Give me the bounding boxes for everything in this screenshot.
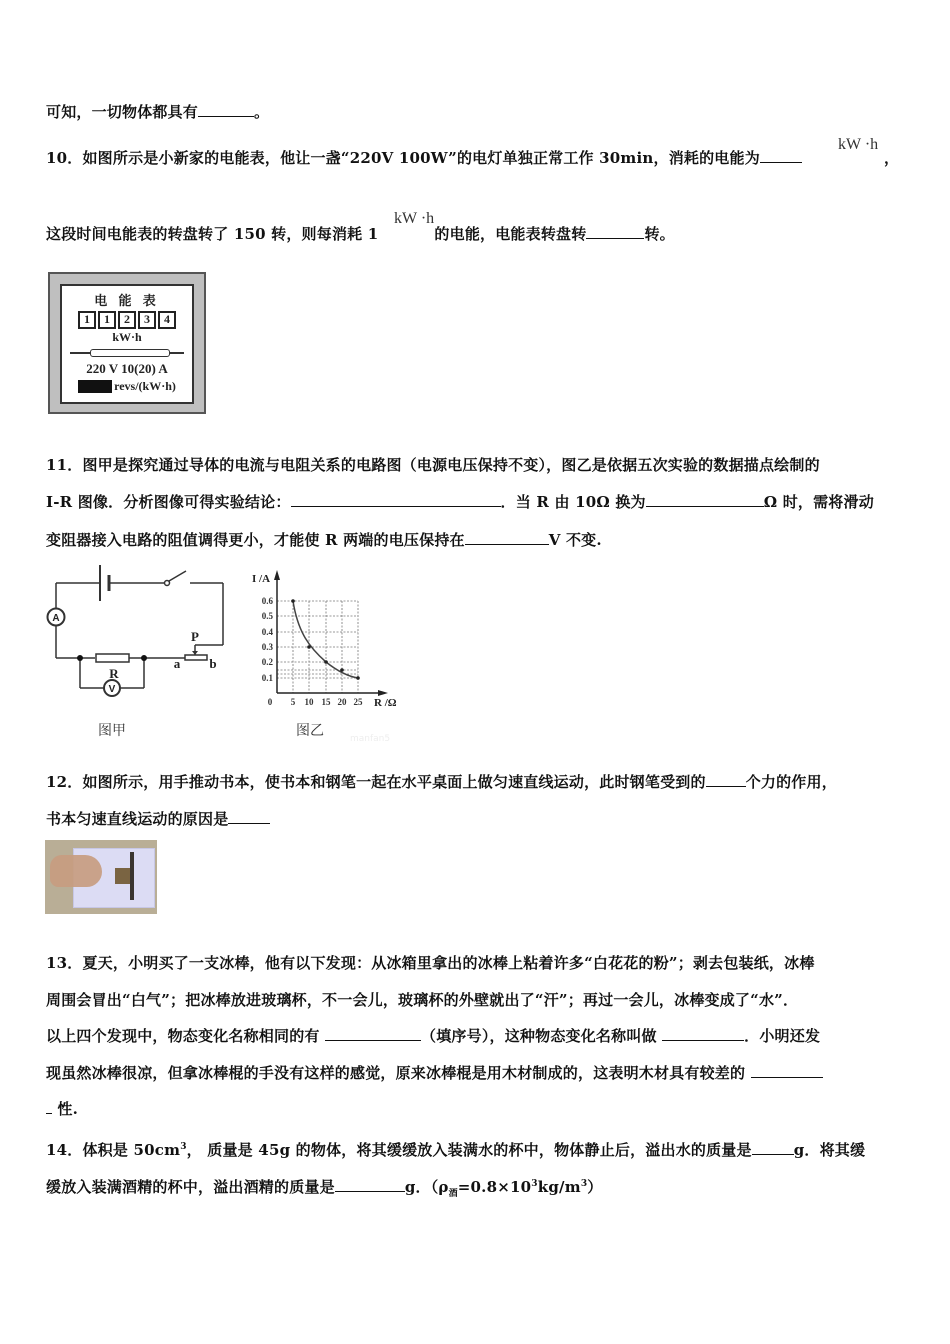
q14-text: 缓放入装满酒精的杯中，溢出酒精的质量是 xyxy=(46,1178,335,1196)
meter-digit: 3 xyxy=(138,311,156,329)
book-pen-photo xyxy=(45,840,157,914)
svg-text:0.1: 0.1 xyxy=(261,673,273,683)
meter-disc-icon xyxy=(70,347,184,359)
meter-digit: 2 xyxy=(118,311,136,329)
q11-text: I-R 图像．分析图像可得实验结论： xyxy=(46,493,291,511)
answer-blank[interactable] xyxy=(198,102,254,117)
q12-text: 个力的作用， xyxy=(745,773,837,791)
q12-line1 xyxy=(46,772,837,792)
q12-text: 12．如图所示，用手推动书本，使书本和钢笔一起在水平桌面上做匀速直线运动，此时钢笔受到的 xyxy=(46,773,706,791)
resistor-label: R xyxy=(109,666,119,681)
svg-text:5: 5 xyxy=(290,697,296,707)
q13-text: 以上四个发现中，物态变化名称相同的有 xyxy=(46,1027,326,1045)
q14-text: ， 质量是 45g 的物体，将其缓缓放入装满水的杯中，物体静止后，溢出水的质量是 xyxy=(186,1141,752,1159)
q14-text: ） xyxy=(587,1178,603,1196)
unit-kwh: kW ·h xyxy=(838,136,879,153)
q11-line1: 11．图甲是探究通过导体的电流与电阻关系的电路图（电源电压保持不变），图乙是依据五次实验的数据描点绘制的 xyxy=(46,456,820,474)
answer-blank[interactable] xyxy=(706,772,746,787)
q10-line1-end: ， xyxy=(884,149,900,167)
answer-blank[interactable] xyxy=(228,809,270,824)
q10-end: 转。 xyxy=(644,225,675,243)
answer-blank[interactable] xyxy=(760,148,802,163)
meter-spec: 220 V 10(20) A xyxy=(86,361,168,376)
q14-line1 xyxy=(46,1137,865,1160)
electric-meter-figure xyxy=(48,272,206,414)
svg-text:15: 15 xyxy=(321,697,331,707)
q12-text: 书本匀速直线运动的原因是 xyxy=(46,810,229,828)
q10-text: 这段时间电能表的转盘转了 150 转，则每消耗 1 xyxy=(46,225,379,243)
answer-blank[interactable] xyxy=(465,530,549,545)
meter-digit: 1 xyxy=(78,311,96,329)
superscript: 3 xyxy=(180,1142,187,1152)
answer-blank[interactable] xyxy=(335,1177,405,1192)
q13-text: ．小明还发 xyxy=(744,1027,821,1045)
q14-text: =0.8×10 xyxy=(457,1178,532,1196)
end-b-label: b xyxy=(209,656,217,671)
unit-kwh: kW ·h xyxy=(394,210,435,227)
q13-line1: 13．夏天，小明买了一支冰棒，他有以下发现：从冰箱里拿出的冰棒上粘着许多“白花花的粉”；剥去包装纸，冰棒 xyxy=(46,954,815,972)
q13-line5 xyxy=(46,1099,78,1119)
svg-text:0.5: 0.5 xyxy=(261,611,273,621)
pen-icon xyxy=(130,852,134,900)
watermark: manfan5 xyxy=(350,734,391,744)
superscript: 3 xyxy=(531,1179,538,1189)
svg-text:20: 20 xyxy=(337,697,347,707)
q11-text: 变阻器接入电路的阻值调得更小，才能使 R 两端的电压保持在 xyxy=(46,531,465,549)
svg-text:0: 0 xyxy=(267,697,273,707)
superscript: 3 xyxy=(580,1179,588,1189)
meter-digit: 1 xyxy=(98,311,116,329)
slider-label: P xyxy=(191,629,199,644)
x-axis-label: R /Ω xyxy=(374,697,397,709)
q9-tail xyxy=(46,102,269,122)
q13-line2: 周围会冒出“白气”；把冰棒放进玻璃杯，不一会儿，玻璃杯的外壁就出了“汗”；再过一会儿，冰棒变成了“水”． xyxy=(46,991,799,1009)
i-r-curve xyxy=(293,601,358,678)
q14-text: g．（ρ xyxy=(404,1178,449,1196)
meter-digit: 4 xyxy=(158,311,176,329)
hand-icon xyxy=(50,855,102,887)
answer-blank[interactable] xyxy=(751,1063,823,1078)
q14-line2 xyxy=(46,1174,602,1204)
q11-text: ．当 R 由 10Ω 换为 xyxy=(500,493,646,511)
svg-text:0.4: 0.4 xyxy=(261,627,273,637)
answer-blank[interactable] xyxy=(325,1026,421,1041)
voltmeter-icon: V xyxy=(108,684,116,695)
ammeter-icon: A xyxy=(52,613,60,624)
q13-text: 现虽然冰棒很凉，但拿冰棒棍的手没有这样的感觉，原来冰棒棍是用木材制成的，这表明木材具有较差的 xyxy=(46,1064,751,1082)
q11-text: V 不变. xyxy=(548,531,602,549)
y-axis-label: I /A xyxy=(252,573,271,585)
q13-text: 性. xyxy=(52,1100,79,1118)
figure-a-caption: 图甲 xyxy=(98,723,126,739)
q10-line2 xyxy=(46,224,675,244)
q13-line4 xyxy=(46,1063,823,1083)
q11-line2 xyxy=(46,492,874,512)
answer-blank[interactable] xyxy=(586,224,644,239)
q10-text: 10．如图所示是小新家的电能表，他让一盏“220V 100W”的电灯单独正常工作 30min，消耗的电能为 xyxy=(46,149,760,167)
q10-line1 xyxy=(46,148,802,168)
q13-text: （填序号），这种物态变化名称叫做 xyxy=(421,1027,663,1045)
end-a-label: a xyxy=(173,656,181,671)
answer-blank[interactable] xyxy=(662,1026,744,1041)
meter-rev-label: revs/(kW·h) xyxy=(114,379,176,393)
meter-title: 电 能 表 xyxy=(94,293,160,308)
q11-line3 xyxy=(46,530,602,550)
circuit-diagram xyxy=(40,560,240,700)
q9-text: 可知，一切物体都具有 xyxy=(46,103,199,121)
svg-text:0.2: 0.2 xyxy=(261,657,273,667)
svg-text:10: 10 xyxy=(304,697,314,707)
answer-blank[interactable] xyxy=(291,492,501,507)
q10-text: 的电能，电能表转盘转 xyxy=(434,225,587,243)
answer-blank[interactable] xyxy=(646,492,764,507)
subscript: 酒 xyxy=(448,1189,458,1199)
svg-text:25: 25 xyxy=(353,697,363,707)
q14-text: g．将其缓 xyxy=(793,1141,866,1159)
q12-line2 xyxy=(46,809,270,829)
q14-text: 14．体积是 50cm xyxy=(46,1141,181,1159)
figure-b-caption: 图乙 xyxy=(296,723,324,739)
meter-unit: kW·h xyxy=(112,330,142,344)
i-r-graph xyxy=(250,568,410,713)
q9-end: 。 xyxy=(254,103,270,121)
q14-text: kg/m xyxy=(537,1178,581,1196)
svg-text:0.6: 0.6 xyxy=(261,596,273,606)
svg-text:0.3: 0.3 xyxy=(261,642,273,652)
q11-text: Ω 时，需将滑动 xyxy=(763,493,874,511)
answer-blank[interactable] xyxy=(752,1140,794,1155)
meter-rev xyxy=(62,379,192,394)
q13-line3 xyxy=(46,1026,820,1046)
meter-digits xyxy=(62,311,192,329)
hidden-value-block xyxy=(78,380,112,393)
